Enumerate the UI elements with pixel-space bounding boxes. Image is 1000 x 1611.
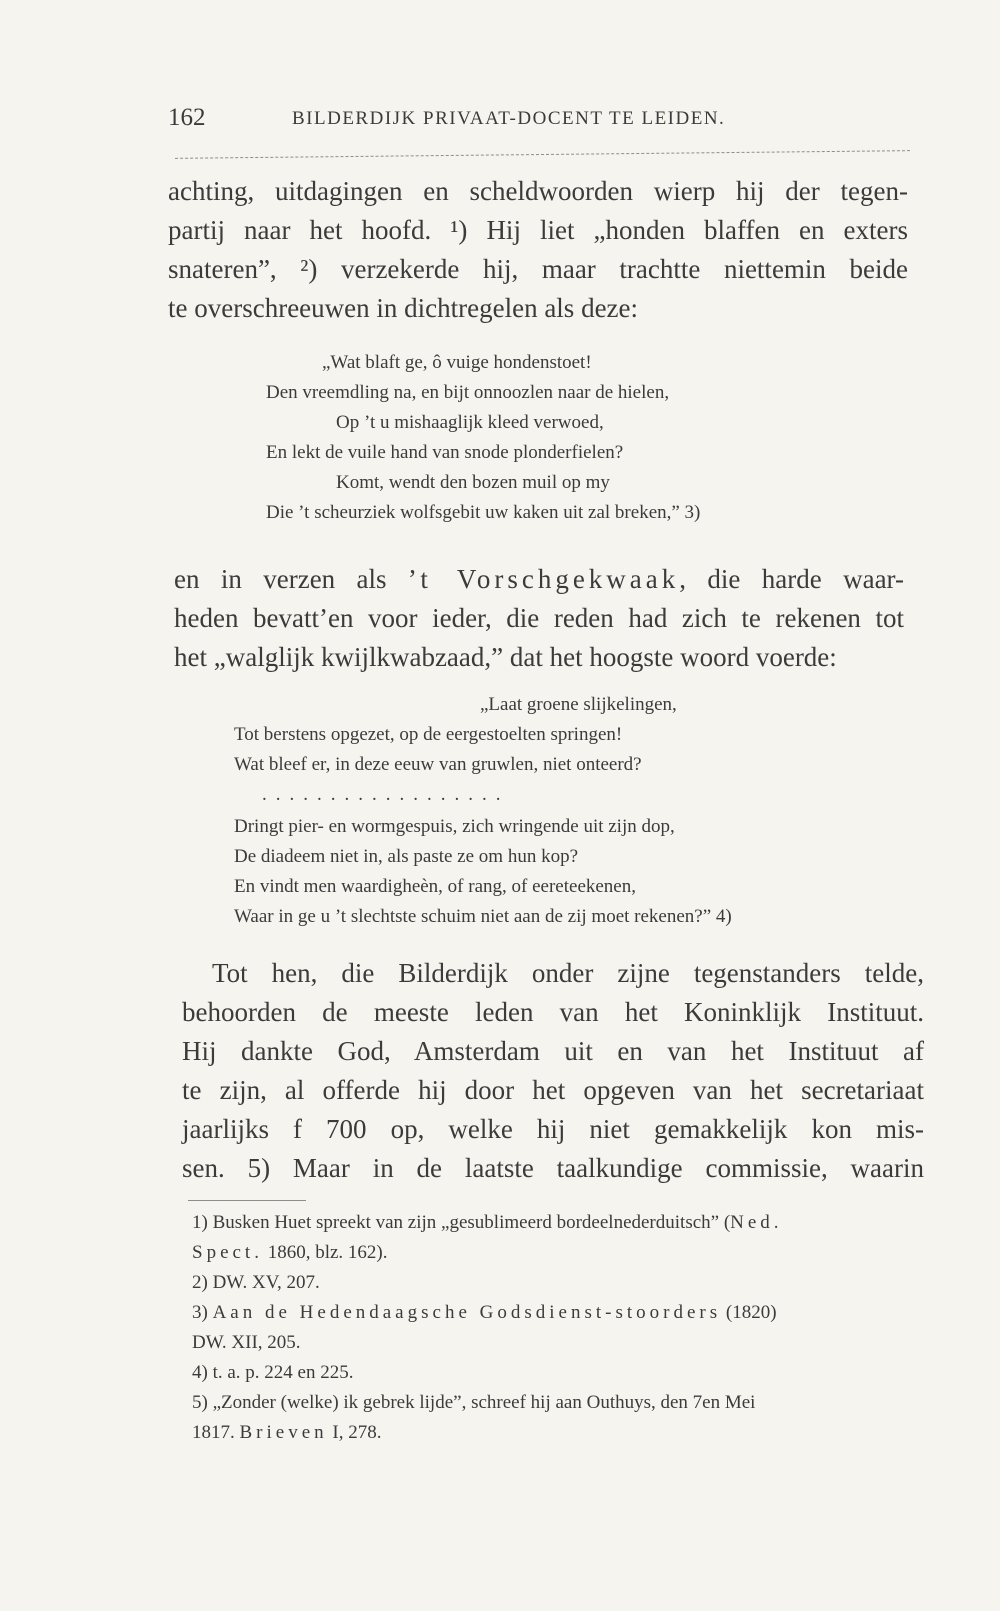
- verse-line: Op ’t u mishaaglijk kleed verwoed,: [336, 412, 604, 433]
- verse-line: Waar in ge u ’t slechtste schuim niet aan de zij moet rekenen?” 4): [234, 906, 732, 927]
- footnote-3-cont: DW. XII, 205.: [192, 1332, 301, 1353]
- text-run: 1860, blz. 162).: [262, 1242, 388, 1263]
- header-rule: [175, 150, 910, 159]
- text-line: het „walglijk kwijlkwabzaad,” dat het hoogste woord voerde:: [174, 642, 837, 672]
- page-header: [168, 104, 908, 144]
- footnote-2: 2) DW. XV, 207.: [192, 1272, 320, 1293]
- text-line: Tot hen, die Bilderdijk onder zijne tegenstanders telde,: [212, 958, 924, 988]
- text-line: jaarlijks f 700 op, welke hij niet gemakkelijk kon mis-: [182, 1114, 924, 1144]
- poem-3: [234, 812, 732, 932]
- ellipsis-row: ..................: [262, 784, 510, 805]
- text-line: heden bevatt’en voor ieder, die reden had zich te rekenen tot: [174, 603, 904, 633]
- verse-line: Den vreemdling na, en bijt onnoozlen naar de hielen,: [266, 382, 670, 403]
- verse-line: Wat bleef er, in deze eeuw van gruwlen, niet onteerd?: [234, 754, 642, 775]
- text-line: behoorden de meeste leden van het Koninklijk Instituut.: [182, 997, 924, 1027]
- footnote-5: 5) „Zonder (welke) ik gebrek lijde”, schreef hij aan Outhuys, den 7en Mei: [192, 1392, 756, 1413]
- footnote-5-cont: [192, 1418, 927, 1448]
- poem-1: [266, 348, 700, 528]
- footnote-1-cont: [192, 1238, 927, 1268]
- text-line: achting, uitdagingen en scheldwoorden wierp hij der tegen-: [168, 176, 908, 206]
- text-run: en in verzen als: [174, 564, 408, 594]
- verse-line: En lekt de vuile hand van snode plonderfielen?: [266, 442, 624, 463]
- footnote-4: 4) t. a. p. 224 en 225.: [192, 1362, 354, 1383]
- paragraph-1: [168, 172, 908, 328]
- verse-line: Komt, wendt den bozen muil op my: [336, 472, 610, 493]
- verse-line: „Laat groene slijkelingen,: [480, 694, 677, 715]
- text-line: snateren”, ²) verzekerde hij, maar trachtte niettemin beide: [168, 254, 908, 284]
- text-line: partij naar het hoofd. ¹) Hij liet „honden blaffen en exters: [168, 215, 908, 245]
- verse-line: Tot berstens opgezet, op de eergestoelten springen!: [234, 724, 623, 745]
- footnote-rule: [188, 1200, 306, 1201]
- text-run: 3): [192, 1302, 213, 1323]
- verse-line: De diadeem niet in, als paste ze om hun kop?: [234, 846, 579, 867]
- text-line: [174, 560, 904, 599]
- spaced-title: Brieven: [239, 1422, 328, 1443]
- text-line: te zijn, al offerde hij door het opgeven van het secretariaat: [182, 1075, 924, 1105]
- spaced-title: ’t Vorschgekwaak: [407, 564, 680, 594]
- text-line: te overschreeuwen in dichtregelen als deze:: [168, 293, 639, 323]
- footnote-3: [192, 1298, 927, 1328]
- spaced-title: Aan de Hedendaagsche Godsdienst-stoorders: [212, 1302, 722, 1323]
- page-number: 162: [168, 104, 206, 131]
- poem-2: [234, 690, 677, 780]
- text-line: Hij dankte God, Amsterdam uit en van het Instituut af: [182, 1036, 924, 1066]
- verse-line: „Wat blaft ge, ô vuige hondenstoet!: [322, 352, 592, 373]
- paragraph-2: [174, 560, 904, 677]
- footnotes: [192, 1208, 927, 1448]
- text-line: sen. 5) Maar in de laatste taalkundige commissie, waarin: [182, 1153, 924, 1183]
- text-run: I, 278.: [327, 1422, 382, 1443]
- verse-line: Dringt pier- en wormgespuis, zich wringende uit zijn dop,: [234, 816, 675, 837]
- verse-line: Die ’t scheurziek wolfsgebit uw kaken uit zal breken,” 3): [266, 502, 701, 523]
- text-run: (1820): [721, 1302, 777, 1323]
- paragraph-3: [182, 954, 924, 1188]
- text-run: , die harde waar-: [679, 564, 904, 594]
- running-title: BILDERDIJK PRIVAAT-DOCENT TE LEIDEN.: [292, 108, 726, 129]
- footnote-1: [192, 1208, 927, 1238]
- text-run: 1) Busken Huet spreekt van zijn „gesublimeerd bordeelnederduitsch” (: [192, 1212, 731, 1233]
- verse-line: En vindt men waardigheèn, of rang, of eereteekenen,: [234, 876, 636, 897]
- text-run: 1817.: [192, 1422, 240, 1443]
- spaced-title: Spect.: [192, 1242, 263, 1263]
- spaced-title: Ned.: [730, 1212, 783, 1233]
